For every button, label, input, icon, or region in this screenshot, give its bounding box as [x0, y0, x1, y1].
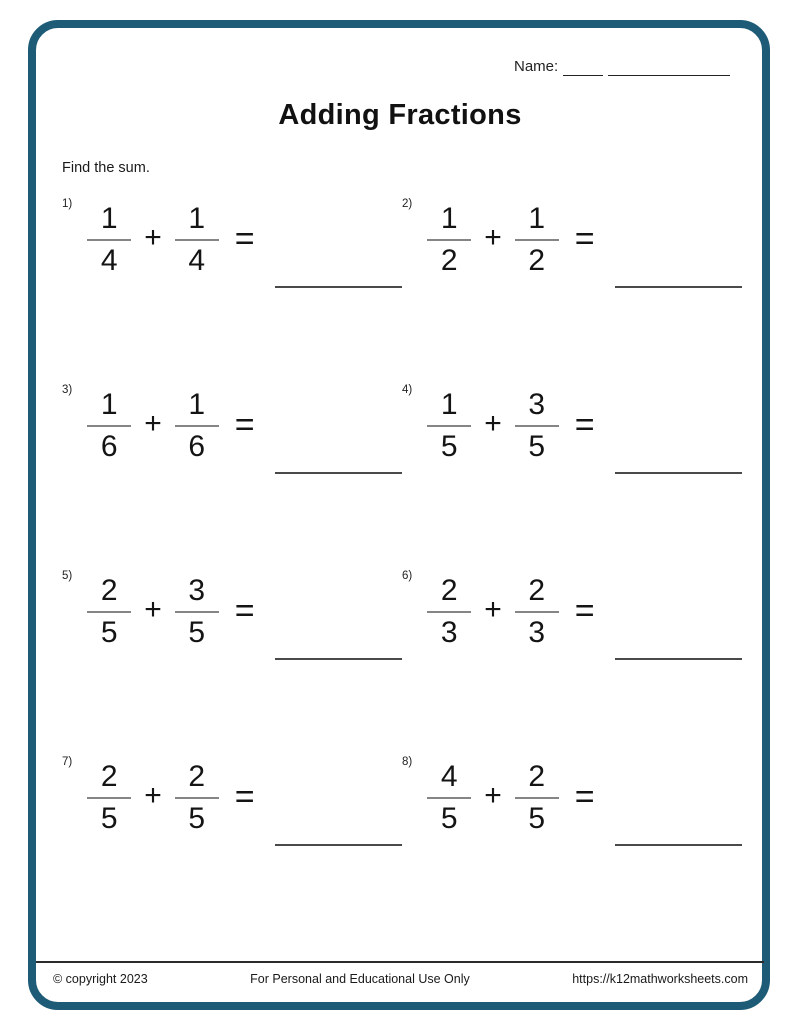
fraction-first: [87, 204, 131, 276]
footer-usage-note: For Personal and Educational Use Only: [250, 972, 470, 986]
fraction-first: [87, 390, 131, 462]
equals-sign: =: [574, 405, 595, 444]
fraction-bar: [175, 239, 219, 241]
denominator: 5: [100, 802, 118, 835]
denominator: 5: [100, 616, 118, 649]
fraction-bar: [175, 797, 219, 799]
footer-url-link[interactable]: https://k12mathworksheets.com: [572, 972, 748, 986]
fraction-first: [427, 762, 471, 834]
fraction-second: [175, 204, 219, 276]
denominator: 6: [100, 430, 118, 463]
answer-blank[interactable]: [615, 658, 742, 660]
equals-sign: =: [574, 591, 595, 630]
plus-operator: +: [484, 407, 502, 440]
name-label: Name:: [514, 58, 559, 75]
problem-number: 6): [402, 570, 413, 582]
plus-operator: +: [484, 779, 502, 812]
denominator: 3: [528, 616, 546, 649]
plus-operator: +: [144, 593, 162, 626]
problem-5: [62, 570, 402, 654]
denominator: 5: [440, 802, 458, 835]
fraction-second: [175, 762, 219, 834]
equals-sign: =: [234, 405, 255, 444]
numerator: 1: [188, 388, 206, 421]
fraction-bar: [515, 611, 559, 613]
numerator: 2: [528, 760, 546, 793]
fraction-bar: [427, 611, 471, 613]
problem-2: [402, 198, 742, 282]
fraction-second: [515, 576, 559, 648]
fraction-bar: [427, 425, 471, 427]
problem-3: [62, 384, 402, 468]
problem-number: 3): [62, 384, 73, 396]
page-title: Adding Fractions: [278, 99, 522, 131]
numerator: 2: [528, 574, 546, 607]
numerator: 1: [528, 202, 546, 235]
problem-number: 8): [402, 756, 413, 768]
numerator: 1: [100, 388, 118, 421]
problem-number: 4): [402, 384, 413, 396]
plus-operator: +: [484, 221, 502, 254]
numerator: 1: [440, 388, 458, 421]
answer-blank[interactable]: [275, 472, 402, 474]
fraction-first: [427, 576, 471, 648]
problem-number: 5): [62, 570, 73, 582]
denominator: 6: [188, 430, 206, 463]
equals-sign: =: [234, 591, 255, 630]
numerator: 2: [440, 574, 458, 607]
fraction-bar: [515, 239, 559, 241]
numerator: 3: [528, 388, 546, 421]
fraction-bar: [175, 611, 219, 613]
problem-number: 2): [402, 198, 413, 210]
footer-copyright: © copyright 2023: [53, 972, 148, 986]
denominator: 4: [188, 244, 206, 277]
fraction-second: [175, 390, 219, 462]
answer-blank[interactable]: [275, 286, 402, 288]
numerator: 2: [100, 574, 118, 607]
fraction-second: [515, 204, 559, 276]
equals-sign: =: [234, 219, 255, 258]
numerator: 1: [440, 202, 458, 235]
answer-blank[interactable]: [275, 658, 402, 660]
problem-4: [402, 384, 742, 468]
plus-operator: +: [144, 221, 162, 254]
answer-blank[interactable]: [275, 844, 402, 846]
denominator: 5: [528, 430, 546, 463]
denominator: 2: [528, 244, 546, 277]
fraction-first: [427, 390, 471, 462]
plus-operator: +: [144, 407, 162, 440]
fraction-second: [515, 762, 559, 834]
plus-operator: +: [484, 593, 502, 626]
numerator: 2: [188, 760, 206, 793]
fraction-bar: [427, 239, 471, 241]
footer: [36, 961, 764, 986]
problem-1: [62, 198, 402, 282]
name-blank-line[interactable]: [563, 61, 603, 76]
fraction-first: [87, 576, 131, 648]
problem-7: [62, 756, 402, 840]
denominator: 5: [528, 802, 546, 835]
problem-8: [402, 756, 742, 840]
fraction-bar: [87, 797, 131, 799]
fraction-bar: [87, 611, 131, 613]
equals-sign: =: [234, 777, 255, 816]
equals-sign: =: [574, 777, 595, 816]
fraction-bar: [87, 425, 131, 427]
fraction-second: [175, 576, 219, 648]
problem-number: 1): [62, 198, 73, 210]
fraction-bar: [515, 425, 559, 427]
fraction-bar: [427, 797, 471, 799]
name-blank-line[interactable]: [608, 61, 730, 76]
answer-blank[interactable]: [615, 844, 742, 846]
fraction-bar: [87, 239, 131, 241]
fraction-first: [427, 204, 471, 276]
numerator: 1: [100, 202, 118, 235]
problems-grid: [62, 198, 742, 840]
problem-number: 7): [62, 756, 73, 768]
denominator: 5: [188, 616, 206, 649]
fraction-bar: [175, 425, 219, 427]
numerator: 4: [440, 760, 458, 793]
denominator: 5: [188, 802, 206, 835]
problem-6: [402, 570, 742, 654]
answer-blank[interactable]: [615, 472, 742, 474]
numerator: 2: [100, 760, 118, 793]
numerator: 3: [188, 574, 206, 607]
name-field-row: [514, 58, 730, 76]
denominator: 2: [440, 244, 458, 277]
plus-operator: +: [144, 779, 162, 812]
answer-blank[interactable]: [615, 286, 742, 288]
denominator: 3: [440, 616, 458, 649]
equals-sign: =: [574, 219, 595, 258]
denominator: 5: [440, 430, 458, 463]
fraction-second: [515, 390, 559, 462]
instruction-text: Find the sum.: [62, 160, 150, 176]
fraction-bar: [515, 797, 559, 799]
fraction-first: [87, 762, 131, 834]
numerator: 1: [188, 202, 206, 235]
denominator: 4: [100, 244, 118, 277]
